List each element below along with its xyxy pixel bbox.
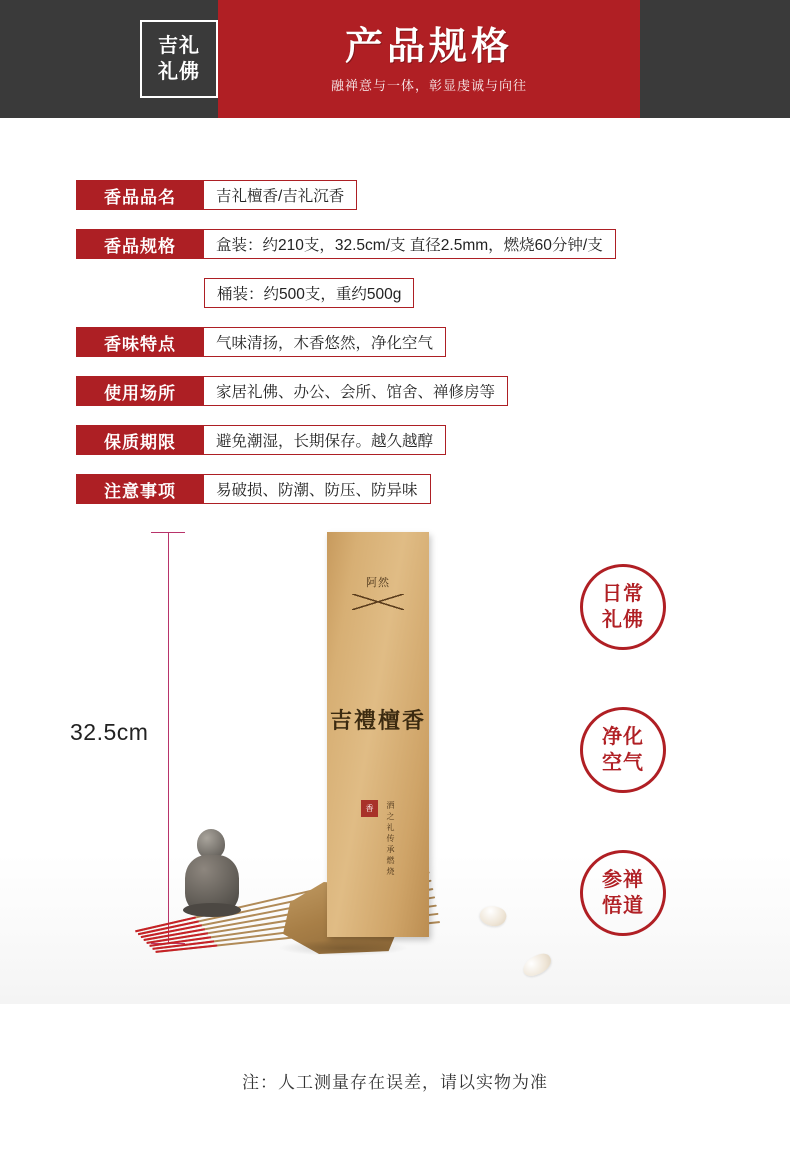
spec-list bbox=[0, 180, 790, 504]
measurement-cap-top bbox=[151, 532, 185, 533]
brand-line-1: 吉礼 bbox=[158, 35, 200, 57]
badge-line-1: 参禅 bbox=[602, 869, 644, 891]
badge-air-purify bbox=[580, 707, 666, 793]
page-subtitle: 融禅意与一体，彰显虔诚与向往 bbox=[330, 77, 527, 93]
spec-value: 易破损、防潮、防压、防异味 bbox=[204, 474, 431, 504]
spec-row bbox=[76, 376, 790, 406]
spec-value: 气味清扬，木香悠然，净化空气 bbox=[204, 327, 446, 357]
spec-label: 注意事项 bbox=[76, 474, 204, 504]
paper-shadow bbox=[277, 940, 409, 956]
spec-value: 家居礼佛、办公、会所、馆舍、禅修房等 bbox=[204, 376, 508, 406]
measurement-label: 32.5cm bbox=[70, 719, 149, 745]
spec-row bbox=[76, 327, 790, 357]
badge-line-2: 悟道 bbox=[602, 895, 644, 917]
badge-line-2: 礼佛 bbox=[602, 609, 644, 631]
spec-row bbox=[76, 278, 790, 308]
measurement-line bbox=[168, 532, 169, 944]
badge-line-1: 净化 bbox=[602, 726, 644, 748]
box-seal: 香 bbox=[361, 800, 378, 817]
header-left-spacer bbox=[0, 0, 140, 118]
box-brand-text: 阿然 bbox=[366, 577, 390, 589]
spec-label: 香品规格 bbox=[76, 229, 204, 259]
spec-value: 盒装：约210支，32.5cm/支 直径2.5mm，燃烧60分钟/支 bbox=[204, 229, 616, 259]
figurine-base bbox=[183, 903, 241, 917]
box-title: 吉禮檀香 bbox=[329, 708, 426, 733]
page-title: 产品规格 bbox=[344, 25, 513, 68]
brand-line-2: 礼佛 bbox=[158, 61, 200, 83]
spec-row bbox=[76, 180, 790, 210]
header-title-block bbox=[218, 0, 640, 118]
spec-row bbox=[76, 229, 790, 259]
spec-label: 香味特点 bbox=[76, 327, 204, 357]
spec-label: 保质期限 bbox=[76, 425, 204, 455]
spec-label bbox=[76, 278, 204, 308]
spec-row bbox=[76, 474, 790, 504]
brand-badge bbox=[140, 20, 218, 98]
badge-daily-worship bbox=[580, 564, 666, 650]
spec-label: 香品品名 bbox=[76, 180, 204, 210]
badge-line-1: 日常 bbox=[602, 583, 644, 605]
buddha-figurine bbox=[183, 829, 241, 917]
box-brand-logo bbox=[327, 574, 429, 610]
spec-value: 吉礼檀香/吉礼沉香 bbox=[204, 180, 357, 210]
spec-label: 使用场所 bbox=[76, 376, 204, 406]
box-side-text: 洒之礼 传承燃烧 bbox=[386, 801, 396, 876]
spec-value: 避免潮湿，长期保存。越久越醇 bbox=[204, 425, 446, 455]
badge-meditation bbox=[580, 850, 666, 936]
footnote: 注：人工测量存在误差，请以实物为准 bbox=[242, 1073, 548, 1092]
feature-badges bbox=[580, 564, 670, 993]
incense-box bbox=[327, 532, 429, 937]
product-photo bbox=[0, 524, 790, 1044]
page-header bbox=[0, 0, 790, 118]
badge-line-2: 空气 bbox=[602, 752, 644, 774]
spec-value: 桶装：约500支，重约500g bbox=[204, 278, 414, 308]
mountain-icon bbox=[352, 594, 404, 610]
spec-row bbox=[76, 425, 790, 455]
